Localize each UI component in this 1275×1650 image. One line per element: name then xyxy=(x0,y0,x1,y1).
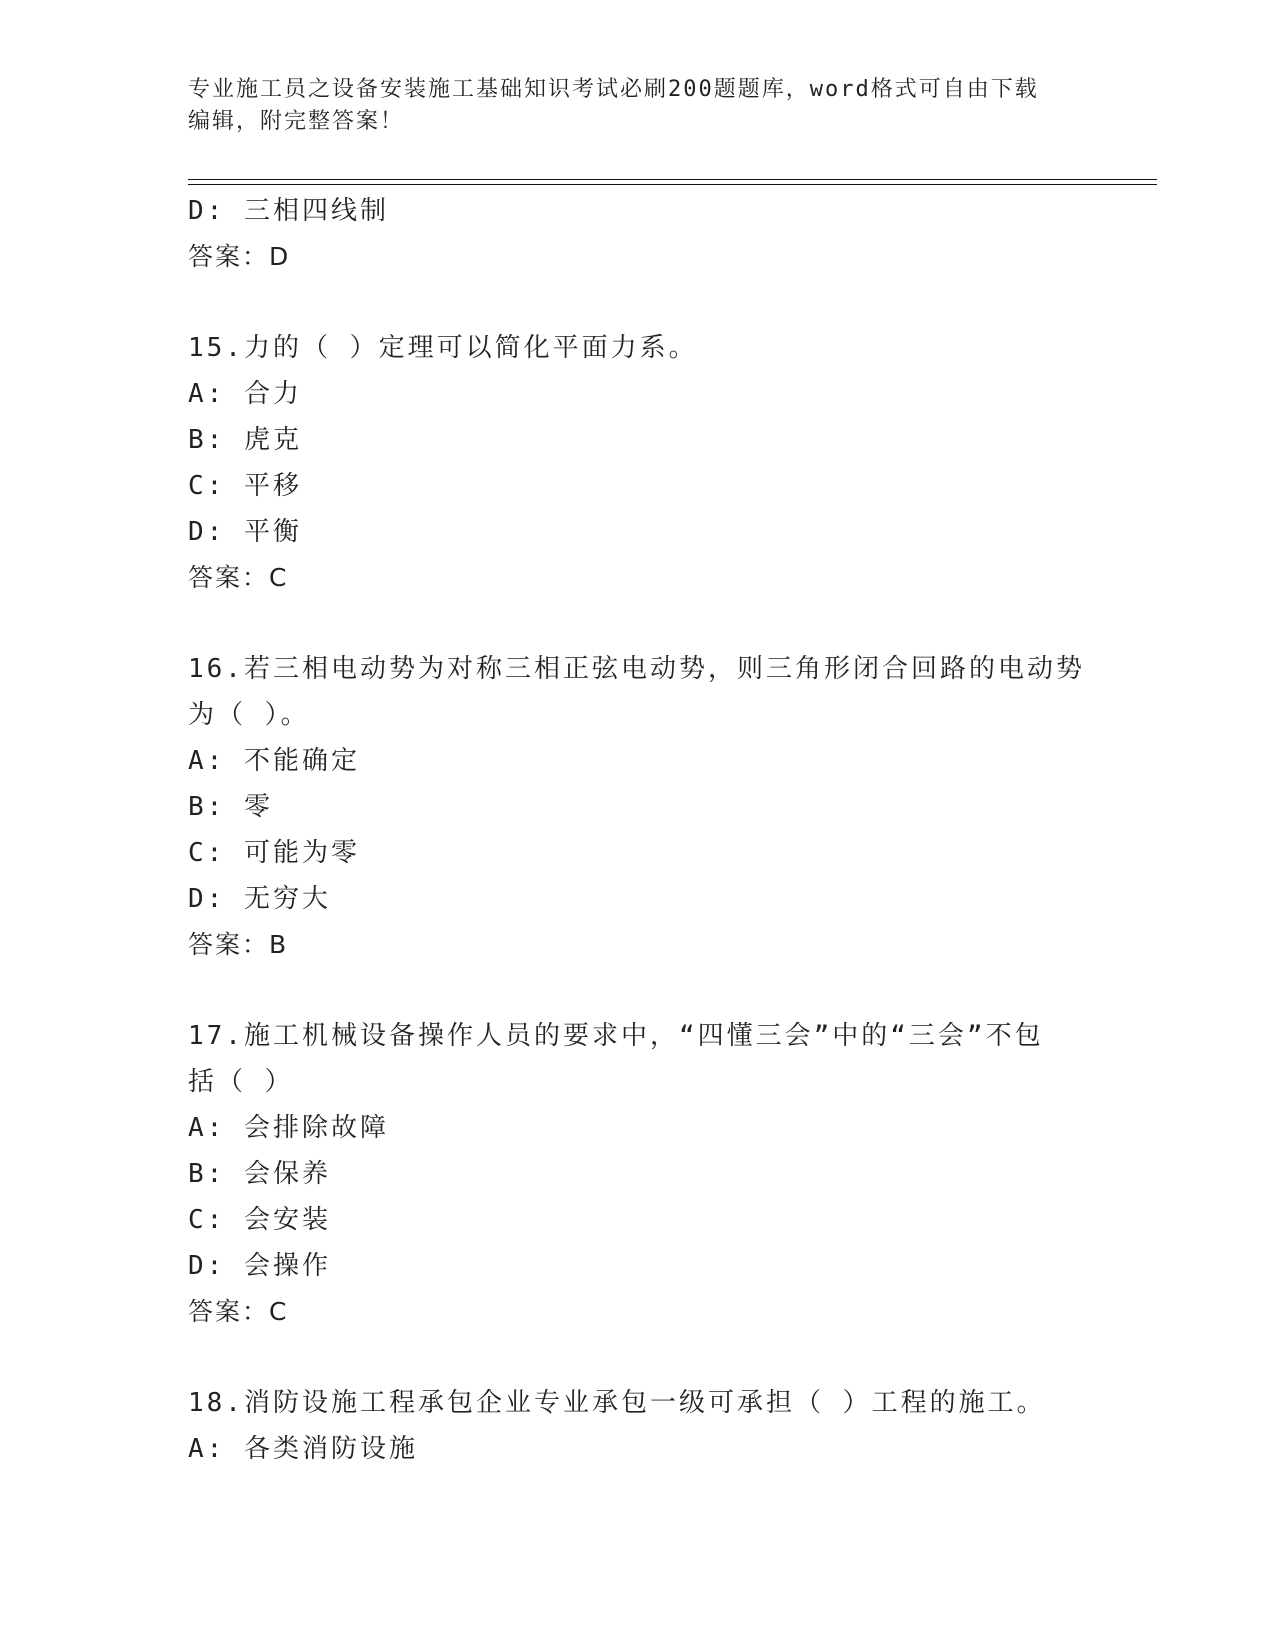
answer-line: 答案：D xyxy=(188,242,291,271)
question-18 xyxy=(188,1380,1088,1472)
question-14-tail xyxy=(188,188,1088,280)
header-line-1: 专业施工员之设备安装施工基础知识考试必刷200题题库，word格式可自由下载 xyxy=(188,77,1039,102)
answer-line: 答案：C xyxy=(188,1297,289,1326)
spacer xyxy=(188,280,1088,325)
option-b: B: 零 xyxy=(188,792,273,822)
option-a: A: 合力 xyxy=(188,379,302,409)
question-text: 18.消防设施工程承包企业专业承包一级可承担（ ）工程的施工。 xyxy=(188,1388,1046,1418)
question-15 xyxy=(188,325,1088,601)
option-b: B: 会保养 xyxy=(188,1159,331,1189)
option-b: B: 虎克 xyxy=(188,425,302,455)
option-d: D: 平衡 xyxy=(188,517,302,547)
document-body xyxy=(188,188,1088,1472)
option-c: C: 会安装 xyxy=(188,1205,331,1235)
option-d: D: 无穷大 xyxy=(188,884,331,914)
question-text-line-2: 括（ ） xyxy=(188,1067,294,1097)
question-text-line-2: 为（ ）。 xyxy=(188,700,310,730)
option-d: D: 会操作 xyxy=(188,1251,331,1281)
question-17 xyxy=(188,1013,1088,1335)
option-a: A: 各类消防设施 xyxy=(188,1434,418,1464)
option-c: C: 平移 xyxy=(188,471,302,501)
spacer xyxy=(188,1335,1088,1380)
question-text: 15.力的（ ）定理可以简化平面力系。 xyxy=(188,333,698,363)
document-header xyxy=(188,74,1088,138)
question-text-line-1: 16.若三相电动势为对称三相正弦电动势，则三角形闭合回路的电动势 xyxy=(188,654,1085,684)
spacer xyxy=(188,968,1088,1013)
header-divider-bottom xyxy=(188,184,1157,185)
header-line-2: 编辑，附完整答案！ xyxy=(188,109,405,134)
question-16 xyxy=(188,646,1088,968)
option-d: D: 三相四线制 xyxy=(188,196,389,226)
option-a: A: 不能确定 xyxy=(188,746,360,776)
answer-line: 答案：B xyxy=(188,930,289,959)
option-c: C: 可能为零 xyxy=(188,838,360,868)
header-divider-top xyxy=(188,179,1157,180)
answer-line: 答案：C xyxy=(188,563,289,592)
spacer xyxy=(188,601,1088,646)
option-a: A: 会排除故障 xyxy=(188,1113,389,1143)
question-text-line-1: 17.施工机械设备操作人员的要求中，“四懂三会”中的“三会”不包 xyxy=(188,1021,1044,1051)
